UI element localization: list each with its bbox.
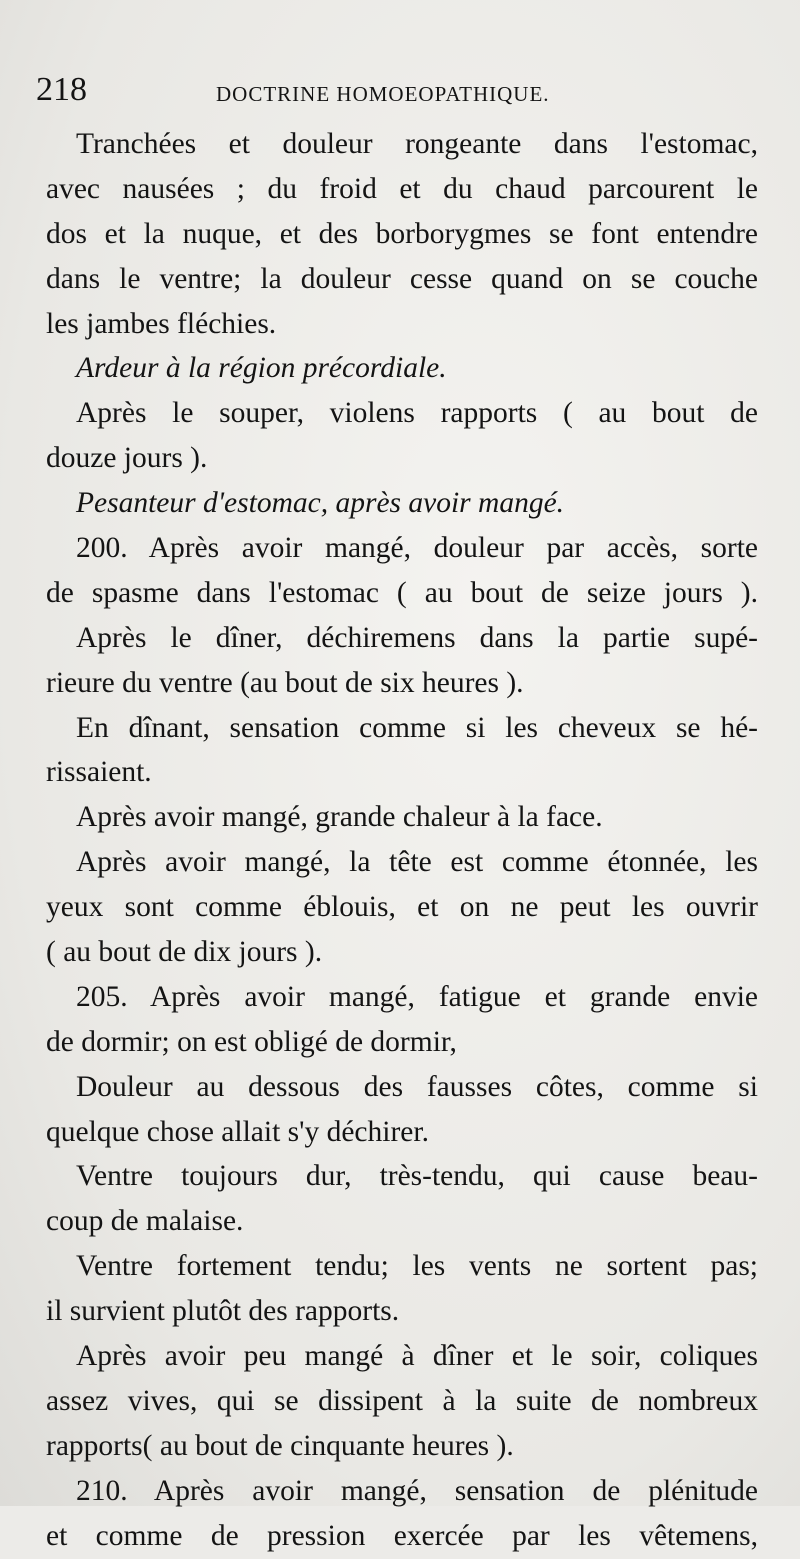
text-line: et comme de pression exercée par les vêtemens, [46,1519,758,1552]
text-line: yeux sont comme éblouis, et on ne peut les ouvrir [46,891,758,924]
text-line: de dormir; on est obligé de dormir, [46,1025,457,1058]
text-line: Douleur au dessous des fausses côtes, comme si [76,1070,758,1103]
text-line: 200. Après avoir mangé, douleur par accès, sorte [76,532,758,565]
text-line: Tranchées et douleur rongeante dans l'estomac, [76,128,758,160]
text-line: Après avoir mangé, grande chaleur à la face. [76,801,603,834]
text-line: En dînant, sensation comme si les cheveux se hé- [76,711,758,744]
text-line: rissaient. [46,756,152,789]
section-heading: Pesanteur d'estomac, après avoir mangé. [76,487,565,520]
text-line: Ventre fortement tendu; les vents ne sortent pas; [76,1250,758,1283]
text-line: dos et la nuque, et des borborygmes se font entendre [46,217,758,250]
text-line: coup de malaise. [46,1205,244,1238]
text-line: dans le ventre; la douleur cesse quand on se couche [46,262,758,295]
text-line: 210. Après avoir mangé, sensation de plénitude [76,1474,758,1507]
text-line: les jambes fléchies. [46,307,277,340]
text-line: avec nausées ; du froid et du chaud parcourent le [46,172,758,205]
text-line: Après avoir peu mangé à dîner et le soir, coliques [76,1340,758,1373]
page-header [36,68,756,112]
text-line: Ventre toujours dur, très-tendu, qui cause beau- [76,1160,758,1193]
text-line: Après le dîner, déchiremens dans la partie supé- [76,621,758,654]
text-line: douze jours ). [46,442,208,475]
text-line: rieure du ventre (au bout de six heures ). [46,666,524,699]
text-line: 205. Après avoir mangé, fatigue et grande envie [76,980,758,1013]
running-title: DOCTRINE HOMOEOPATHIQUE. [216,82,550,106]
text-line: ( au bout de dix jours ). [46,936,323,969]
page-body-text [46,122,758,1559]
section-heading: Ardeur à la région précordiale. [76,352,447,385]
text-line: de spasme dans l'estomac ( au bout de seize jours ). [46,576,758,609]
page-number: 218 [36,71,87,108]
text-line: quelque chose allait s'y déchirer. [46,1115,429,1148]
text-line: il survient plutôt des rapports. [46,1295,400,1328]
text-line: rapports( au bout de cinquante heures ). [46,1429,514,1462]
text-line: assez vives, qui se dissipent à la suite de nombreux [46,1384,758,1417]
text-line: Après le souper, violens rapports ( au bout de [76,397,758,430]
text-line: Après avoir mangé, la tête est comme étonnée, les [76,846,758,879]
